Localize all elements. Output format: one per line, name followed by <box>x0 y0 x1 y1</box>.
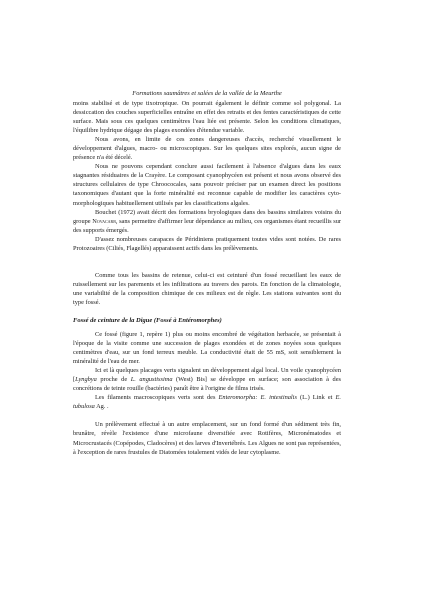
taxon-name: Lyngbya <box>75 376 97 384</box>
paragraph-soil: moins stabilisé et de type tixotropique. On pourrait également le définir comme sol polygonal. La dessiccation des couches superficielles entraîne en effet des retraits et des fentes caractéristiques de cette surface. Mais sous ces quelques centimètres l'eau liée est présente. Selon les conditions climatiques, l'équilibre hydrique dégage des plages exondées d'étendue variable. <box>73 100 341 135</box>
spacer <box>73 411 341 420</box>
paragraph-bryology <box>73 208 341 235</box>
spacer <box>73 262 341 271</box>
paragraph-microfauna: Un prélèvement effectué à un autre emplacement, sur un fond formé d'un sédiment très fin, brunâtre, révèle l'existence d'une microfaune diversifiée avec Rotifères, Micronématodes et Microcrustacés (Copépodes, Cladocères) et des larves d'Invertébrés. Les Algues ne sont pas représentées, à l'exception de rares frustules de Diatomées totalement vidés de leur cytoplasme. <box>73 421 341 456</box>
company-name: Novacarb <box>92 217 116 225</box>
paragraph-enteromorpha <box>73 393 341 411</box>
text-run: Ici et là quelques placages verts signalent un développement algal local. Un voile cyanophycéen [ <box>73 367 341 384</box>
taxon-name: E. tubulosa <box>73 394 342 411</box>
text-run: (L.) Link et <box>296 394 336 402</box>
text-run: Ag. . <box>94 403 109 411</box>
text-run: Bouchet (1972) avait décrit des formations bryologiques dans des bassins similaires voisins du groupe <box>73 208 341 225</box>
spacer <box>73 307 341 316</box>
paragraph-peridinians: D'assez nombreuses carapaces de Péridiniens pratiquement toutes vides sont notées. De rares Protozoaires (Ciliés, Flagellés) apparaissent actifs dans les prélèvements. <box>73 235 341 252</box>
paragraph-green-patches <box>73 366 341 393</box>
paragraph-algae-search: Nous avons, en limite de ces zones dangereuses d'accès, recherché visuellement le développement d'algues, macro- ou microscopiques. Sur les quelques sites explorés, aucun signe de présence n'a été décelé. <box>73 136 341 162</box>
paragraph-ditch-description: Ce fossé (figure 1, repère 1) plus ou moins encombré de végétation herbacée, se présentait à l'époque de la visite comme une succession de plages exondées et de zones noyées sous quelques centimètres d'eau, sur un fond terreux meuble. La conductivité était de 55 mS, soit sensiblement la minéralité de l'eau de mer. <box>73 330 341 366</box>
taxon-name: L. angustissima <box>130 376 173 384</box>
text-run: , sans permettre d'affirmer leur dépendance au milieu, ces organismes étant recueillis sur des supports émergés. <box>73 217 341 234</box>
paragraph-retention-basins: Comme tous les bassins de retenue, celui-ci est ceinturé d'un fossé recueillant les eaux de ruissellement sur les parements et les infiltrations au travers des parois. En fonction de la climatologie, une variabilité de la composition chimique de ces milieux est de règle. Les stations suivantes sont du type fossé. <box>73 271 341 306</box>
paragraph-cyanophycean: Nous ne pouvons cependant conclure aussi facilement à l'absence d'algues dans les eaux stagnantes résiduaires de la Crayère. Le composant cyanophycéen est présent et nous avons observé des structures cellulaires de type Chroococales, sans pouvoir préciser par un examen direct les positions taxonomiques d'autant que la forte minéralité est reconnue capable de modifier les caractères cyto-morphologiques habituellement utilisés par les classifications algales. <box>73 163 341 207</box>
spacer <box>73 253 341 262</box>
taxon-name: Enteromorpha: E. intestinalis <box>218 394 297 402</box>
text-run: Les filaments macroscopiques verts sont des <box>95 394 219 402</box>
section-heading: Fossé de ceinture de la Digue (Fossé à Entéromorphes) <box>73 316 222 324</box>
text-run: proche de <box>96 376 131 384</box>
running-header: Formations saumâtres et salées de la vallée de la Meurthe <box>132 90 282 97</box>
text-run: (West) Bis] se développe en surface; son association à des concrétions de teinte rouille (bactéries) paraît être à l'origine de films irisés. <box>73 376 341 393</box>
